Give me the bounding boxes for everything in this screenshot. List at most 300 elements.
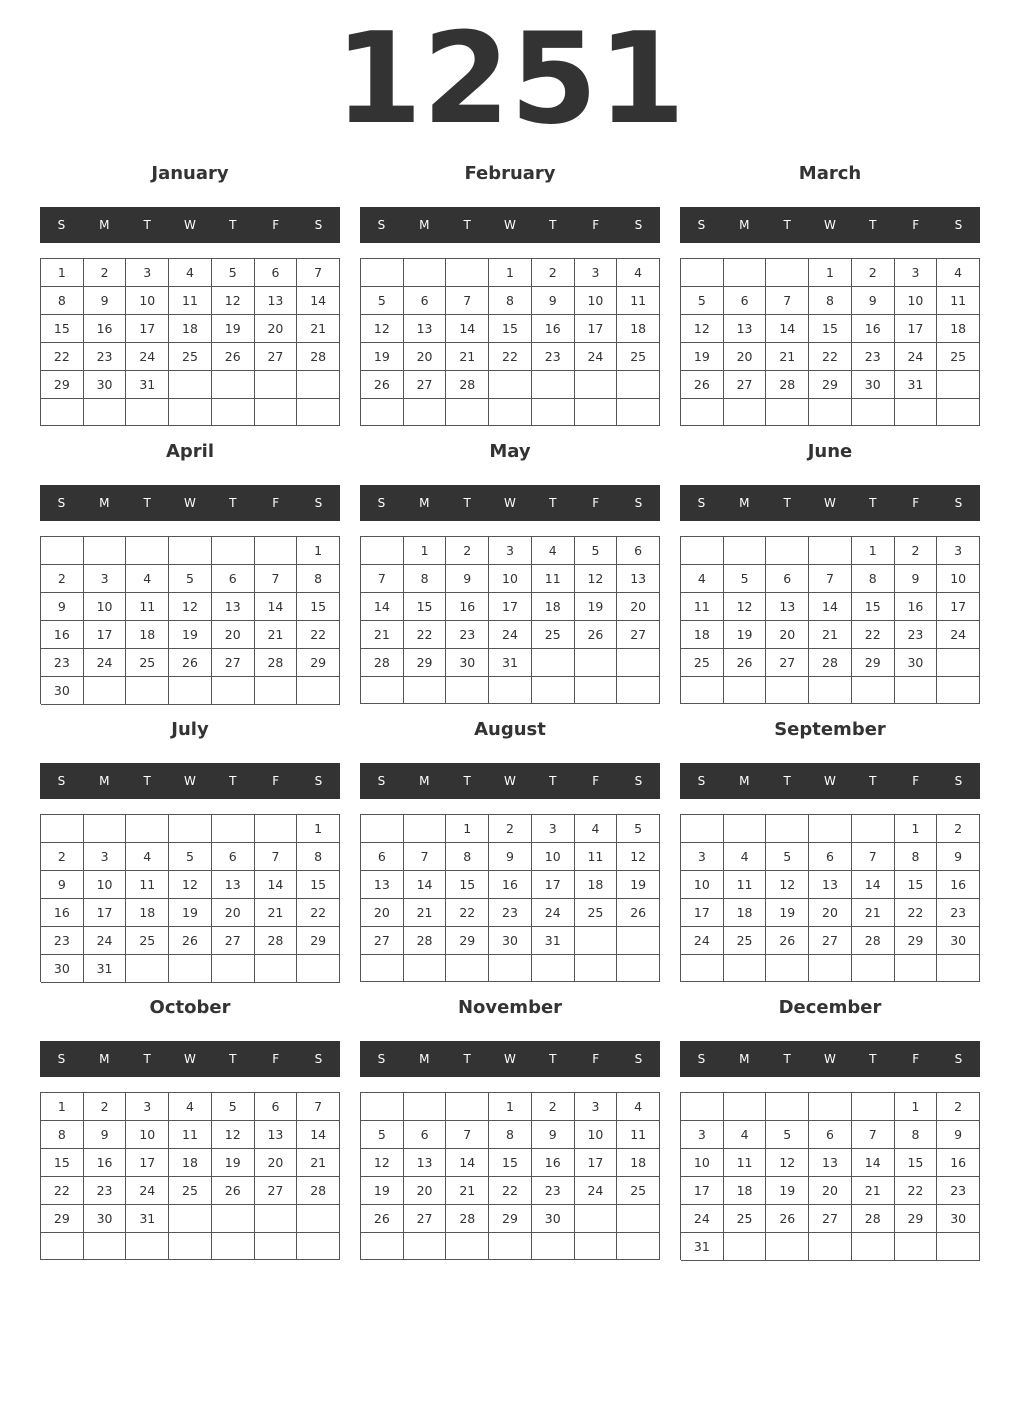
weekday-label: M xyxy=(419,218,430,232)
day-cell: 29 xyxy=(895,1205,938,1233)
weekday-label: T xyxy=(783,774,791,788)
day-cell: 22 xyxy=(489,1177,532,1205)
day-cell: 30 xyxy=(895,649,938,677)
empty-day-cell xyxy=(169,677,212,705)
month-name: May xyxy=(489,441,531,462)
empty-day-cell xyxy=(852,399,895,426)
day-cell: 4 xyxy=(617,1093,660,1121)
day-cell: 18 xyxy=(169,315,212,343)
weekday-label: F xyxy=(912,496,920,510)
day-cell: 2 xyxy=(41,565,84,593)
day-cell: 18 xyxy=(617,315,660,343)
day-cell: 29 xyxy=(404,649,447,677)
day-cell: 13 xyxy=(404,315,447,343)
weekday-label: M xyxy=(419,1052,430,1066)
day-cell: 21 xyxy=(404,899,447,927)
day-grid xyxy=(40,814,340,982)
month-name: February xyxy=(464,163,556,184)
day-cell: 13 xyxy=(404,1149,447,1177)
day-cell: 6 xyxy=(361,843,404,871)
empty-day-cell xyxy=(852,815,895,843)
day-cell: 28 xyxy=(255,927,298,955)
weekday-label: S xyxy=(954,218,963,232)
day-cell: 12 xyxy=(212,1121,255,1149)
day-cell: 17 xyxy=(126,1149,169,1177)
day-cell: 13 xyxy=(809,1149,852,1177)
day-cell: 31 xyxy=(532,927,575,955)
day-cell: 21 xyxy=(446,343,489,371)
weekday-label: T xyxy=(869,218,877,232)
weekday-label: W xyxy=(504,1052,516,1066)
day-cell: 28 xyxy=(809,649,852,677)
day-cell: 17 xyxy=(489,593,532,621)
day-cell: 24 xyxy=(126,1177,169,1205)
day-cell: 26 xyxy=(212,343,255,371)
day-cell: 10 xyxy=(575,1121,618,1149)
weekday-label: T xyxy=(143,496,151,510)
day-cell: 30 xyxy=(937,927,980,955)
day-cell: 15 xyxy=(404,593,447,621)
day-cell: 23 xyxy=(41,649,84,677)
day-cell: 19 xyxy=(766,1177,809,1205)
day-cell: 9 xyxy=(532,1121,575,1149)
day-cell: 16 xyxy=(489,871,532,899)
day-cell: 1 xyxy=(297,537,340,565)
day-cell: 3 xyxy=(937,537,980,565)
empty-day-cell xyxy=(575,399,618,426)
weekday-label: F xyxy=(272,1052,280,1066)
empty-day-cell xyxy=(446,399,489,426)
empty-day-cell xyxy=(724,955,767,982)
day-cell: 10 xyxy=(895,287,938,315)
empty-day-cell xyxy=(852,677,895,704)
day-cell: 9 xyxy=(84,287,127,315)
day-cell: 13 xyxy=(212,871,255,899)
day-cell: 8 xyxy=(404,565,447,593)
day-cell: 12 xyxy=(169,593,212,621)
day-cell: 9 xyxy=(532,287,575,315)
day-cell: 7 xyxy=(361,565,404,593)
day-cell: 10 xyxy=(84,593,127,621)
day-cell: 21 xyxy=(255,899,298,927)
weekday-label: M xyxy=(419,496,430,510)
empty-day-cell xyxy=(681,1093,724,1121)
day-cell: 14 xyxy=(255,871,298,899)
day-cell: 12 xyxy=(361,1149,404,1177)
day-cell: 18 xyxy=(617,1149,660,1177)
day-cell: 7 xyxy=(766,287,809,315)
day-cell: 6 xyxy=(617,537,660,565)
empty-day-cell xyxy=(681,537,724,565)
day-cell: 11 xyxy=(532,565,575,593)
empty-day-cell xyxy=(617,1233,660,1260)
day-cell: 8 xyxy=(809,287,852,315)
day-cell: 6 xyxy=(404,1121,447,1149)
day-cell: 4 xyxy=(575,815,618,843)
empty-day-cell xyxy=(937,371,980,399)
empty-day-cell xyxy=(361,815,404,843)
weekday-label: S xyxy=(954,1052,963,1066)
weekday-label: T xyxy=(143,774,151,788)
day-cell: 1 xyxy=(297,815,340,843)
day-cell: 17 xyxy=(681,1177,724,1205)
day-cell: 9 xyxy=(489,843,532,871)
day-cell: 7 xyxy=(852,1121,895,1149)
month-name: March xyxy=(798,163,862,184)
day-cell: 25 xyxy=(617,343,660,371)
day-cell: 13 xyxy=(361,871,404,899)
empty-day-cell xyxy=(126,1233,169,1260)
day-cell: 21 xyxy=(446,1177,489,1205)
weekday-header xyxy=(680,485,980,521)
day-cell: 15 xyxy=(41,1149,84,1177)
day-cell: 19 xyxy=(212,1149,255,1177)
day-cell: 26 xyxy=(766,1205,809,1233)
day-cell: 20 xyxy=(724,343,767,371)
weekday-label: M xyxy=(739,774,750,788)
weekday-label: W xyxy=(824,1052,836,1066)
day-cell: 24 xyxy=(126,343,169,371)
empty-day-cell xyxy=(937,399,980,426)
empty-day-cell xyxy=(937,955,980,982)
weekday-label: T xyxy=(869,1052,877,1066)
day-cell: 2 xyxy=(489,815,532,843)
day-cell: 8 xyxy=(41,1121,84,1149)
empty-day-cell xyxy=(212,1205,255,1233)
day-cell: 23 xyxy=(489,899,532,927)
day-cell: 5 xyxy=(724,565,767,593)
day-cell: 4 xyxy=(681,565,724,593)
day-cell: 7 xyxy=(297,259,340,287)
day-cell: 12 xyxy=(361,315,404,343)
day-cell: 5 xyxy=(169,843,212,871)
day-cell: 2 xyxy=(532,1093,575,1121)
day-cell: 13 xyxy=(255,287,298,315)
weekday-label: S xyxy=(697,218,706,232)
empty-day-cell xyxy=(809,955,852,982)
weekday-label: T xyxy=(549,1052,557,1066)
day-cell: 26 xyxy=(212,1177,255,1205)
empty-day-cell xyxy=(575,1205,618,1233)
day-cell: 21 xyxy=(297,1149,340,1177)
empty-day-cell xyxy=(446,1233,489,1260)
day-cell: 25 xyxy=(937,343,980,371)
empty-day-cell xyxy=(126,815,169,843)
day-cell: 13 xyxy=(255,1121,298,1149)
day-cell: 3 xyxy=(532,815,575,843)
day-cell: 11 xyxy=(126,593,169,621)
day-cell: 24 xyxy=(84,927,127,955)
month-name: November xyxy=(457,997,563,1018)
weekday-label: F xyxy=(592,496,600,510)
day-cell: 18 xyxy=(681,621,724,649)
empty-day-cell xyxy=(212,399,255,426)
day-cell: 15 xyxy=(297,871,340,899)
empty-day-cell xyxy=(404,259,447,287)
day-cell: 4 xyxy=(617,259,660,287)
day-cell: 29 xyxy=(297,927,340,955)
weekday-label: W xyxy=(184,218,196,232)
empty-day-cell xyxy=(809,399,852,426)
day-cell: 28 xyxy=(446,1205,489,1233)
day-cell: 9 xyxy=(84,1121,127,1149)
day-cell: 4 xyxy=(126,843,169,871)
day-cell: 27 xyxy=(617,621,660,649)
day-cell: 7 xyxy=(255,565,298,593)
day-cell: 23 xyxy=(895,621,938,649)
day-cell: 29 xyxy=(41,371,84,399)
day-cell: 4 xyxy=(169,259,212,287)
day-cell: 1 xyxy=(895,815,938,843)
empty-day-cell xyxy=(852,1233,895,1261)
empty-day-cell xyxy=(446,259,489,287)
day-cell: 10 xyxy=(126,1121,169,1149)
empty-day-cell xyxy=(169,955,212,983)
empty-day-cell xyxy=(724,537,767,565)
month-name: July xyxy=(171,719,209,740)
day-cell: 27 xyxy=(724,371,767,399)
day-cell: 29 xyxy=(446,927,489,955)
empty-day-cell xyxy=(212,815,255,843)
empty-day-cell xyxy=(532,399,575,426)
day-cell: 31 xyxy=(84,955,127,983)
weekday-header xyxy=(360,207,660,243)
weekday-header xyxy=(360,763,660,799)
day-cell: 18 xyxy=(724,1177,767,1205)
weekday-label: F xyxy=(592,218,600,232)
day-cell: 2 xyxy=(84,1093,127,1121)
day-cell: 28 xyxy=(446,371,489,399)
day-cell: 25 xyxy=(681,649,724,677)
empty-day-cell xyxy=(724,1093,767,1121)
empty-day-cell xyxy=(297,399,340,426)
day-cell: 25 xyxy=(532,621,575,649)
empty-day-cell xyxy=(724,399,767,426)
day-cell: 15 xyxy=(852,593,895,621)
day-cell: 13 xyxy=(724,315,767,343)
day-cell: 15 xyxy=(809,315,852,343)
day-cell: 8 xyxy=(446,843,489,871)
empty-day-cell xyxy=(489,955,532,982)
day-cell: 28 xyxy=(297,343,340,371)
day-cell: 9 xyxy=(852,287,895,315)
day-cell: 4 xyxy=(126,565,169,593)
empty-day-cell xyxy=(895,677,938,704)
empty-day-cell xyxy=(212,1233,255,1260)
day-cell: 13 xyxy=(809,871,852,899)
empty-day-cell xyxy=(532,677,575,704)
day-cell: 21 xyxy=(766,343,809,371)
day-cell: 25 xyxy=(724,1205,767,1233)
weekday-label: M xyxy=(739,218,750,232)
empty-day-cell xyxy=(169,371,212,399)
empty-day-cell xyxy=(724,677,767,704)
weekday-label: T xyxy=(463,496,471,510)
day-cell: 27 xyxy=(255,1177,298,1205)
day-cell: 7 xyxy=(809,565,852,593)
empty-day-cell xyxy=(809,815,852,843)
day-cell: 11 xyxy=(169,287,212,315)
weekday-label: S xyxy=(314,496,323,510)
weekday-label: W xyxy=(824,218,836,232)
empty-day-cell xyxy=(255,1233,298,1260)
day-cell: 28 xyxy=(404,927,447,955)
day-cell: 14 xyxy=(297,287,340,315)
empty-day-cell xyxy=(361,1093,404,1121)
day-cell: 15 xyxy=(297,593,340,621)
day-cell: 31 xyxy=(895,371,938,399)
day-cell: 10 xyxy=(126,287,169,315)
day-cell: 6 xyxy=(809,1121,852,1149)
day-cell: 6 xyxy=(809,843,852,871)
day-cell: 22 xyxy=(489,343,532,371)
day-cell: 12 xyxy=(212,287,255,315)
empty-day-cell xyxy=(575,649,618,677)
day-cell: 6 xyxy=(255,259,298,287)
day-cell: 26 xyxy=(766,927,809,955)
day-cell: 5 xyxy=(361,287,404,315)
empty-day-cell xyxy=(212,537,255,565)
empty-day-cell xyxy=(724,1233,767,1261)
weekday-label: S xyxy=(314,218,323,232)
day-cell: 23 xyxy=(937,899,980,927)
weekday-label: F xyxy=(272,496,280,510)
day-cell: 28 xyxy=(852,927,895,955)
day-cell: 7 xyxy=(446,1121,489,1149)
empty-day-cell xyxy=(169,815,212,843)
empty-day-cell xyxy=(575,955,618,982)
day-cell: 10 xyxy=(532,843,575,871)
day-cell: 17 xyxy=(575,315,618,343)
empty-day-cell xyxy=(937,1233,980,1261)
weekday-header xyxy=(360,485,660,521)
day-cell: 22 xyxy=(446,899,489,927)
day-cell: 21 xyxy=(297,315,340,343)
weekday-label: T xyxy=(869,774,877,788)
day-cell: 5 xyxy=(169,565,212,593)
weekday-label: F xyxy=(272,218,280,232)
day-cell: 5 xyxy=(766,843,809,871)
day-cell: 19 xyxy=(575,593,618,621)
empty-day-cell xyxy=(446,955,489,982)
day-cell: 14 xyxy=(852,871,895,899)
day-cell: 10 xyxy=(575,287,618,315)
empty-day-cell xyxy=(852,955,895,982)
empty-day-cell xyxy=(766,399,809,426)
day-cell: 24 xyxy=(532,899,575,927)
day-cell: 28 xyxy=(766,371,809,399)
day-cell: 11 xyxy=(126,871,169,899)
day-cell: 26 xyxy=(361,1205,404,1233)
day-cell: 2 xyxy=(41,843,84,871)
day-cell: 22 xyxy=(297,621,340,649)
day-cell: 22 xyxy=(852,621,895,649)
day-cell: 15 xyxy=(489,315,532,343)
day-cell: 3 xyxy=(84,843,127,871)
day-cell: 12 xyxy=(575,565,618,593)
day-cell: 16 xyxy=(937,1149,980,1177)
day-cell: 12 xyxy=(617,843,660,871)
day-cell: 24 xyxy=(575,343,618,371)
day-cell: 21 xyxy=(255,621,298,649)
day-cell: 31 xyxy=(489,649,532,677)
empty-day-cell xyxy=(404,955,447,982)
day-cell: 16 xyxy=(41,899,84,927)
day-cell: 2 xyxy=(895,537,938,565)
day-cell: 6 xyxy=(724,287,767,315)
weekday-label: S xyxy=(634,774,643,788)
day-cell: 5 xyxy=(212,1093,255,1121)
weekday-label: M xyxy=(419,774,430,788)
empty-day-cell xyxy=(895,399,938,426)
empty-day-cell xyxy=(361,537,404,565)
day-cell: 29 xyxy=(297,649,340,677)
empty-day-cell xyxy=(681,399,724,426)
day-grid xyxy=(360,1092,660,1260)
weekday-header xyxy=(40,763,340,799)
day-cell: 11 xyxy=(169,1121,212,1149)
day-cell: 19 xyxy=(361,343,404,371)
weekday-label: T xyxy=(463,1052,471,1066)
empty-day-cell xyxy=(361,677,404,704)
day-cell: 15 xyxy=(895,1149,938,1177)
day-cell: 15 xyxy=(895,871,938,899)
day-cell: 17 xyxy=(937,593,980,621)
day-cell: 26 xyxy=(617,899,660,927)
day-cell: 9 xyxy=(937,1121,980,1149)
day-cell: 23 xyxy=(852,343,895,371)
day-cell: 7 xyxy=(446,287,489,315)
empty-day-cell xyxy=(297,1233,340,1260)
day-cell: 6 xyxy=(212,843,255,871)
day-cell: 21 xyxy=(852,1177,895,1205)
weekday-label: T xyxy=(783,1052,791,1066)
empty-day-cell xyxy=(766,955,809,982)
empty-day-cell xyxy=(126,955,169,983)
empty-day-cell xyxy=(895,955,938,982)
empty-day-cell xyxy=(617,1205,660,1233)
weekday-label: W xyxy=(184,1052,196,1066)
empty-day-cell xyxy=(766,537,809,565)
day-cell: 30 xyxy=(446,649,489,677)
empty-day-cell xyxy=(809,1233,852,1261)
weekday-label: T xyxy=(783,496,791,510)
weekday-label: W xyxy=(824,496,836,510)
day-cell: 8 xyxy=(852,565,895,593)
weekday-label: S xyxy=(57,218,66,232)
day-cell: 2 xyxy=(446,537,489,565)
day-cell: 25 xyxy=(126,927,169,955)
empty-day-cell xyxy=(126,399,169,426)
empty-day-cell xyxy=(255,1205,298,1233)
day-cell: 21 xyxy=(852,899,895,927)
day-cell: 14 xyxy=(852,1149,895,1177)
day-cell: 19 xyxy=(617,871,660,899)
day-cell: 20 xyxy=(617,593,660,621)
empty-day-cell xyxy=(297,1205,340,1233)
weekday-label: F xyxy=(912,218,920,232)
day-grid xyxy=(40,536,340,704)
day-cell: 7 xyxy=(404,843,447,871)
empty-day-cell xyxy=(84,399,127,426)
empty-day-cell xyxy=(489,399,532,426)
day-cell: 18 xyxy=(937,315,980,343)
day-cell: 16 xyxy=(895,593,938,621)
day-cell: 30 xyxy=(84,1205,127,1233)
day-cell: 5 xyxy=(766,1121,809,1149)
day-cell: 22 xyxy=(809,343,852,371)
day-cell: 8 xyxy=(489,1121,532,1149)
